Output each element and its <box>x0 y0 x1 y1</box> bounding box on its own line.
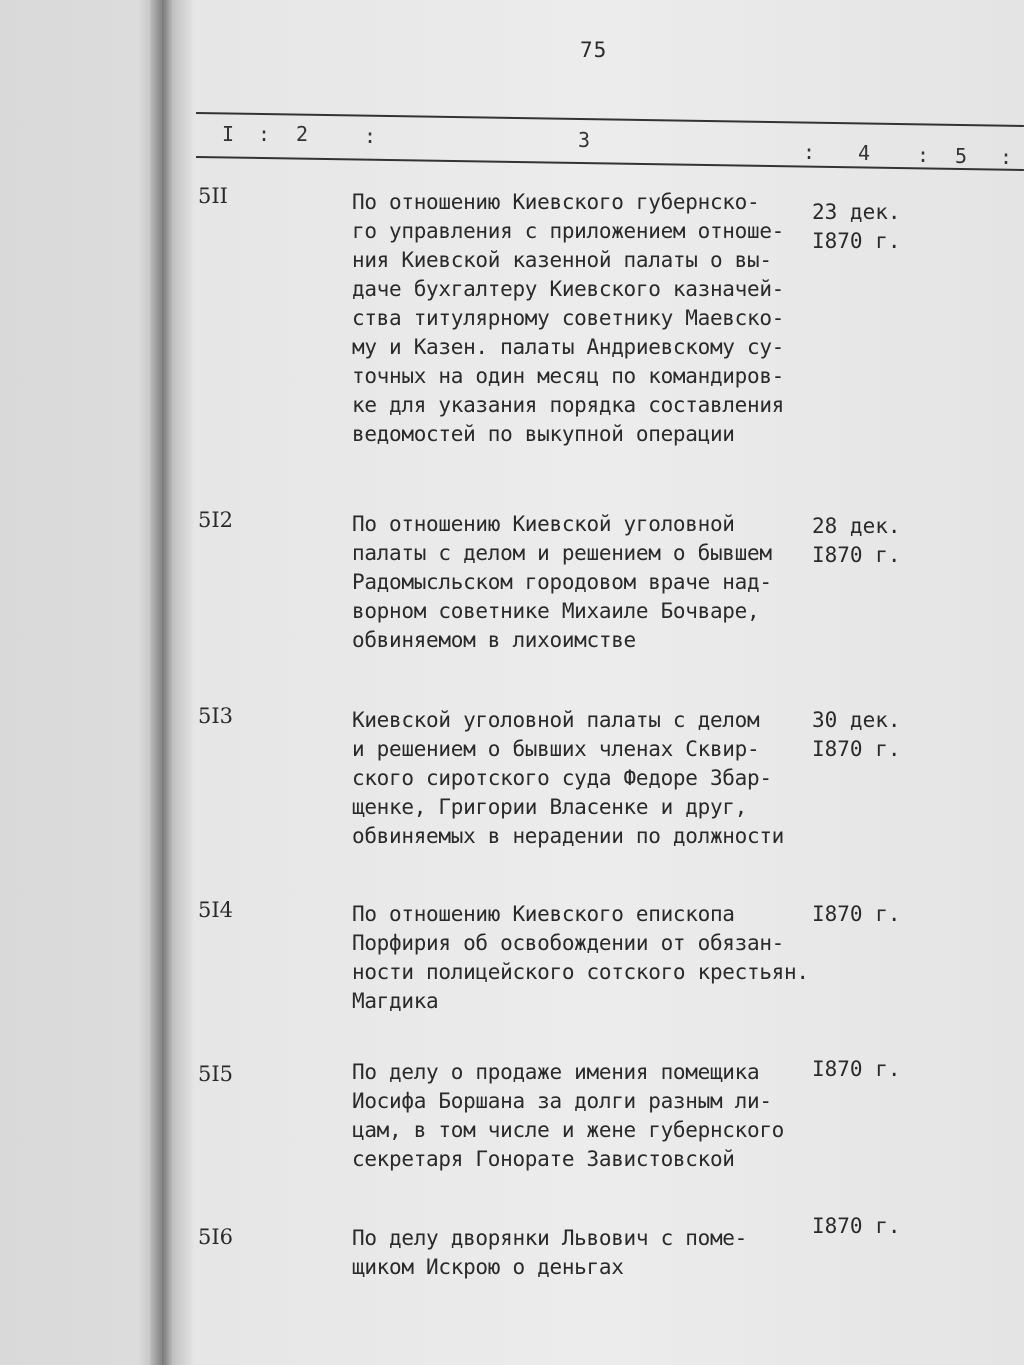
entry-line: Порфирия об освобождении от обязан- <box>352 931 785 955</box>
entry-line: ния Киевской казенной палаты о вы- <box>352 248 772 272</box>
column-header-2: 2 <box>296 122 309 146</box>
entry-date <box>812 1055 901 1084</box>
table-header-top-rule <box>196 112 1024 127</box>
left-page-edge <box>0 0 162 1365</box>
entry-date <box>812 706 901 764</box>
entry-line: секретаря Гонорате Завистовской <box>352 1147 735 1171</box>
entry-line: По делу о продаже имения помещика <box>352 1060 760 1084</box>
book-gutter <box>150 0 172 1365</box>
entry-line: По делу дворянки Львович с поме- <box>352 1226 747 1250</box>
entry-description <box>352 188 822 449</box>
entry-date-line: I870 г. <box>812 543 901 567</box>
entry-description <box>352 510 822 655</box>
entry-line: Магдика <box>352 989 439 1013</box>
entry-date <box>812 198 901 256</box>
entry-date-line: I870 г. <box>812 1214 901 1238</box>
entry-line: ности полицейского сотского крестьян. <box>352 960 809 984</box>
entry-line: му и Казен. палаты Андриевскому су- <box>352 335 785 359</box>
entry-date-line: 30 дек. <box>812 708 901 732</box>
entry-description <box>352 1058 822 1174</box>
entry-line: ворном советнике Михаиле Бочваре, <box>352 599 760 623</box>
entry-date-line: 23 дек. <box>812 200 901 224</box>
entry-line: ведомостей по выкупной операции <box>352 422 735 446</box>
table-header-bottom-rule <box>196 156 1024 171</box>
entry-description <box>352 1224 822 1282</box>
entry-line: ского сиротского суда Федоре Збар- <box>352 766 772 790</box>
column-header-3: 3 <box>578 128 591 152</box>
entry-line: ке для указания порядка составления <box>352 393 785 417</box>
entry-date-line: I870 г. <box>812 737 901 761</box>
entry-line: обвиняемом в лихоимстве <box>352 628 636 652</box>
entry-date-line: I870 г. <box>812 229 901 253</box>
entry-number: 5I3 <box>198 704 234 728</box>
entry-line: даче бухгалтеру Киевского казначей- <box>352 277 785 301</box>
entry-line: палаты с делом и решением о бывшем <box>352 541 772 565</box>
entry-date-line: I870 г. <box>812 1057 901 1081</box>
entry-line: По отношению Киевской уголовной <box>352 512 735 536</box>
column-separator: : <box>1000 145 1013 169</box>
entry-line: го управления с приложением отноше- <box>352 219 785 243</box>
entry-line: цам, в том числе и жене губернского <box>352 1118 785 1142</box>
entry-number: 5I5 <box>198 1062 234 1086</box>
column-header-5: 5 <box>955 144 968 168</box>
entry-line: обвиняемых в нерадении по должности <box>352 824 785 848</box>
column-separator: : <box>364 124 377 148</box>
column-separator: : <box>258 122 271 146</box>
entry-number: 5II <box>198 184 228 208</box>
entry-line: По отношению Киевского епископа <box>352 902 735 926</box>
entry-date <box>812 900 901 929</box>
entry-number: 5I2 <box>198 508 234 532</box>
entry-description <box>352 900 822 1016</box>
entry-date <box>812 512 901 570</box>
entry-description <box>352 706 822 851</box>
column-separator: : <box>917 143 930 167</box>
entry-line: Иосифа Боршана за долги разным ли- <box>352 1089 772 1113</box>
entry-line: точных на один месяц по командиров- <box>352 364 785 388</box>
column-separator: : <box>803 140 816 164</box>
entry-line: По отношению Киевского губернско- <box>352 190 760 214</box>
entry-line: Радомысльском городовом враче над- <box>352 570 772 594</box>
entry-date <box>812 1212 901 1241</box>
column-header-1: I <box>222 122 235 146</box>
entry-line: ства титулярному советнику Маевско- <box>352 306 785 330</box>
entry-number: 5I6 <box>198 1225 234 1249</box>
column-header-4: 4 <box>858 141 871 165</box>
entry-date-line: 28 дек. <box>812 514 901 538</box>
entry-line: Киевской уголовной палаты с делом <box>352 708 760 732</box>
entry-line: щиком Искрою о деньгах <box>352 1255 624 1279</box>
entry-line: щенке, Григории Власенке и друг, <box>352 795 747 819</box>
entry-date-line: I870 г. <box>812 902 901 926</box>
entry-line: и решением о бывших членах Сквир- <box>352 737 760 761</box>
entry-number: 5I4 <box>198 898 234 922</box>
page-number: 75 <box>580 38 608 62</box>
